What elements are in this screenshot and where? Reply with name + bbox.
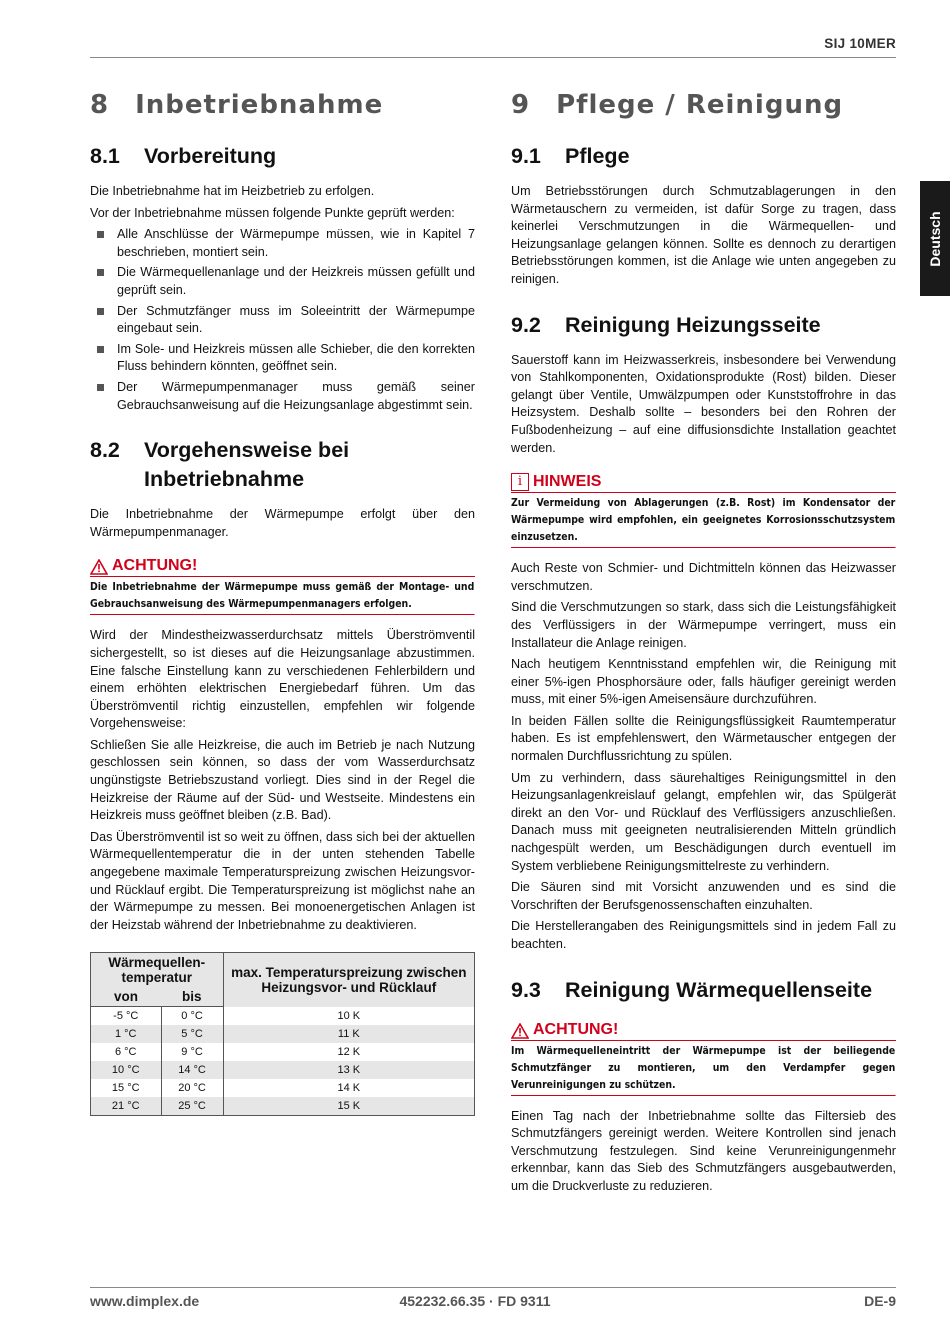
- section-number: 9.2: [511, 312, 541, 337]
- notice-text: Zur Vermeidung von Ablagerungen (z.B. Rost) im Kondensator der Wärmepumpe wird empfohlen, ein geeignetes Korrosionsschutzsystem einzusetzen.: [511, 493, 895, 548]
- notice-header: [511, 1021, 896, 1041]
- paragraph: Einen Tag nach der Inbetriebnahme sollte das Filtersieb des Schmutzfängers gereinigt werden. Weitere Kontrollen sind jenach Verschmutzung festzulegen. Sind keine Verunreinigungenmehr erkennbar, kann das Sieb des Schmutzfängers ausgebautwerden, um die Druckverluste zu reduzieren.: [511, 1108, 896, 1193]
- notice-header: [90, 557, 475, 577]
- table-cell-von: 10 °C: [91, 1061, 162, 1079]
- list-item: Alle Anschlüsse der Wärmepumpe müssen, wie in Kapitel 7 beschrieben, montiert sein.: [90, 226, 475, 261]
- temperature-spread-table: [90, 952, 475, 1116]
- right-column: [511, 90, 896, 1200]
- table-cell-max: 13 K: [223, 1061, 474, 1079]
- section-8-2-heading: [90, 436, 475, 494]
- notice-label: ACHTUNG!: [533, 1020, 619, 1038]
- table-cell-bis: 20 °C: [161, 1079, 223, 1097]
- language-tab-label: Deutsch: [927, 210, 943, 267]
- paragraph: Schließen Sie alle Heizkreise, die auch im Betrieb je nach Nutzung geschlossen sein können, so dass der vom Wasserdurchsatz ungünstigste Betriebszustand vorliegt. Dies sind in der Regel die Heizkreise der Räume auf der Süd- und Westseite. Mindestens ein Heizkreis muss geöffnet bleiben (z.B. Bad).: [90, 737, 475, 823]
- table-row: [91, 1007, 475, 1026]
- chapter-8-heading: [90, 90, 475, 120]
- table-row: [91, 1097, 475, 1116]
- paragraph: Die Säuren sind mit Vorsicht anzuwenden und es sind die Vorschriften der Berufsgenossenschaften einzuhalten.: [511, 880, 896, 912]
- chapter-title: Pflege / Reinigung: [556, 90, 844, 120]
- footer-page-number: DE-9: [864, 1293, 896, 1309]
- table-cell-von: -5 °C: [113, 1010, 139, 1023]
- chapter-number: 9: [511, 90, 531, 120]
- section-number: 8.1: [90, 144, 120, 168]
- section-title: Vorbereitung: [144, 144, 277, 168]
- paragraph: Auch Reste von Schmier- und Dichtmitteln können das Heizwasser verschmutzen.: [511, 561, 896, 593]
- table-cell-von: 15 °C: [111, 1082, 140, 1095]
- paragraph: Wird der Mindestheizwasserdurchsatz mittels Überströmventil sichergestellt, so ist dieses auf die Heizungsanlage abzustimmen. Eine falsche Einstellung kann zu verschiedenen Fehlerbildern und einem erhöhten elektrischen Energiebedarf führen. Um das Überströmventil richtig einzustellen, empfehlen wir folgende Vorgehensweise:: [90, 628, 475, 731]
- warning-triangle-icon: [90, 559, 108, 575]
- chapter-9-heading: [511, 90, 896, 120]
- paragraph: Sind die Verschmutzungen so stark, dass sich die Leistungsfähigkeit des Verflüssigers in der Wärmepumpe verringert, muss ein Installateur die Anlage reinigen.: [511, 600, 896, 650]
- table-header-bis: bis: [161, 987, 223, 1007]
- notice-text: Die Inbetriebnahme der Wärmepumpe muss gemäß der Montage- und Gebrauchsanweisung des Wärmepumpenmanagers erfolgen.: [90, 577, 474, 615]
- table-cell-max: 12 K: [223, 1043, 474, 1061]
- table-cell-bis: 5 °C: [161, 1025, 223, 1043]
- table-cell-max: 11 K: [223, 1025, 474, 1043]
- chapter-number: 8: [90, 90, 110, 120]
- table-header-source-temperature: Wärmequellen-temperatur: [91, 953, 224, 988]
- section-9-2-heading: [511, 311, 896, 340]
- section-9-1-heading: [511, 142, 896, 171]
- paragraph: Vor der Inbetriebnahme müssen folgende Punkte geprüft werden:: [90, 205, 455, 220]
- section-number: 9.1: [511, 144, 541, 168]
- notice-header: [511, 473, 896, 493]
- list-item: Der Schmutzfänger muss im Soleeintritt der Wärmepumpe eingebaut sein.: [90, 303, 475, 338]
- paragraph: Um zu verhindern, dass säurehaltiges Reinigungsmittel in den Heizungsanlagenkreislauf gelangt, empfehlen wir, das Spülgerät direkt an den Vor- und Rücklauf des Verflüssigers anzuschließen. Danach muss mit geeigneten neutralisierenden Mitteln gründlich nachgespült werden, um Beschädigungen durch eventuell im System verbliebene Reinigungsmittelreste zu verhindern.: [511, 770, 896, 873]
- section-title: Reinigung Heizungsseite: [565, 312, 821, 337]
- paragraph: Sauerstoff kann im Heizwasserkreis, insbesondere bei Verwendung von Stahlkomponenten, Oxidationsprodukte (Rost) bilden. Dieser gelangt über Ventile, Umwälzpumpen oder Kunststoffrohre in das Heizsystem. Deshalb sollte – besonders bei den Rohren der Fußbodenheizung – auf eine diffusionsdichte Installation geachtet werden.: [511, 352, 896, 455]
- table-header-von: von: [91, 987, 162, 1007]
- table-cell-bis: 0 °C: [161, 1007, 223, 1026]
- section-9-3-heading: [511, 976, 896, 1005]
- table-row: [91, 1043, 475, 1061]
- paragraph: Die Inbetriebnahme hat im Heizbetrieb zu erfolgen.: [90, 184, 375, 198]
- list-item: Der Wärmepumpenmanager muss gemäß seiner Gebrauchsanweisung auf die Heizungsanlage abgestimmt sein.: [90, 379, 475, 414]
- footer-website: www.dimplex.de: [90, 1293, 200, 1309]
- notice-label: HINWEIS: [533, 473, 602, 491]
- info-notice: [511, 473, 896, 548]
- notice-label: ACHTUNG!: [112, 557, 198, 575]
- table-cell-von: 6 °C: [114, 1046, 137, 1059]
- paragraph: Das Überströmventil ist so weit zu öffnen, dass sich bei der aktuellen Wärmequellentemperatur die in der unten stehenden Tabelle angegebene maximale Temperaturspreizung zwischen Heizungsvor- und Rücklauf ergibt. Die Temperaturspreizung ist möglichst nahe an der Wärmepumpe zu messen. Bei monoenergetischen Anlagen ist der Heizstab während der Inbetriebnahme zu deaktivieren.: [90, 829, 475, 932]
- table-cell-max: 10 K: [223, 1007, 474, 1026]
- table-row: [91, 1061, 475, 1079]
- table-cell-max: 15 K: [223, 1097, 474, 1116]
- list-item: Die Wärmequellenanlage und der Heizkreis müssen gefüllt und geprüft sein.: [90, 264, 475, 299]
- table-header-max-spread: max. Temperaturspreizung zwischen Heizungsvor- und Rücklauf: [223, 953, 474, 1007]
- warning-notice: [90, 557, 475, 615]
- section-title: Pflege: [565, 144, 630, 168]
- header-divider: [90, 57, 896, 58]
- checklist: [90, 226, 475, 414]
- chapter-title: Inbetriebnahme: [135, 90, 384, 120]
- paragraph: Die Herstellerangaben des Reinigungsmittels sind in jedem Fall zu beachten.: [511, 919, 896, 951]
- warning-triangle-icon: [511, 1023, 529, 1039]
- table-cell-von: 21 °C: [91, 1097, 162, 1116]
- table-cell-bis: 9 °C: [161, 1043, 223, 1061]
- table-row: [91, 1025, 475, 1043]
- language-tab: [920, 181, 950, 296]
- table-cell-bis: 25 °C: [161, 1097, 223, 1116]
- section-title: Reinigung Wärmequellenseite: [565, 977, 873, 1002]
- info-icon: i: [511, 473, 529, 491]
- section-number: 8.2: [90, 438, 120, 463]
- list-item: Im Sole- und Heizkreis müssen alle Schieber, die den korrekten Fluss behindern könnten, geöffnet sein.: [90, 341, 475, 376]
- footer-document-number: 452232.66.35 · FD 9311: [399, 1293, 551, 1309]
- table-cell-bis: 14 °C: [161, 1061, 223, 1079]
- warning-notice: [511, 1021, 896, 1096]
- section-number: 9.3: [511, 977, 541, 1002]
- document-header-title: SIJ 10MER: [824, 36, 896, 51]
- left-column: [90, 90, 475, 1116]
- paragraph: Nach heutigem Kenntnisstand empfehlen wir, die Reinigung mit einer 5%-igen Phosphorsäure oder, falls häufiger gereinigt werden muss, mit einer 5%-igen Ameisensäure durchzuführen.: [511, 657, 896, 707]
- table-cell-von: 1 °C: [91, 1025, 162, 1043]
- paragraph: Um Betriebsstörungen durch Schmutzablagerungen in den Wärmetauschern zu vermeiden, ist dafür Sorge zu tragen, dass keinerlei Verschmutzungen in die Wärmequellen- und Heizungsanlage gelangen können. Sollte es dennoch zu derartigen Betriebsstörungen kommen, ist die Anlage wie unten angegeben zu reinigen.: [511, 184, 896, 286]
- notice-text: Im Wärmequelleneintritt der Wärmepumpe ist der beiliegende Schmutzfänger zu montieren, um den Verdampfer gegen Verunreinigungen zu schützen.: [511, 1041, 895, 1096]
- paragraph: In beiden Fällen sollte die Reinigungsflüssigkeit Raumtemperatur haben. Es ist empfehlenswert, den Wärmetauscher entgegen der normalen Durchflussrichtung zu spülen.: [511, 713, 896, 764]
- paragraph: Die Inbetriebnahme der Wärmepumpe erfolgt über den Wärmepumpenmanager.: [90, 507, 475, 539]
- table-cell-max: 14 K: [223, 1079, 474, 1097]
- section-8-1-heading: [90, 142, 475, 171]
- footer-divider: [90, 1287, 896, 1288]
- section-title: Vorgehensweise bei Inbetriebnahme: [144, 438, 350, 492]
- table-row: [91, 1079, 475, 1097]
